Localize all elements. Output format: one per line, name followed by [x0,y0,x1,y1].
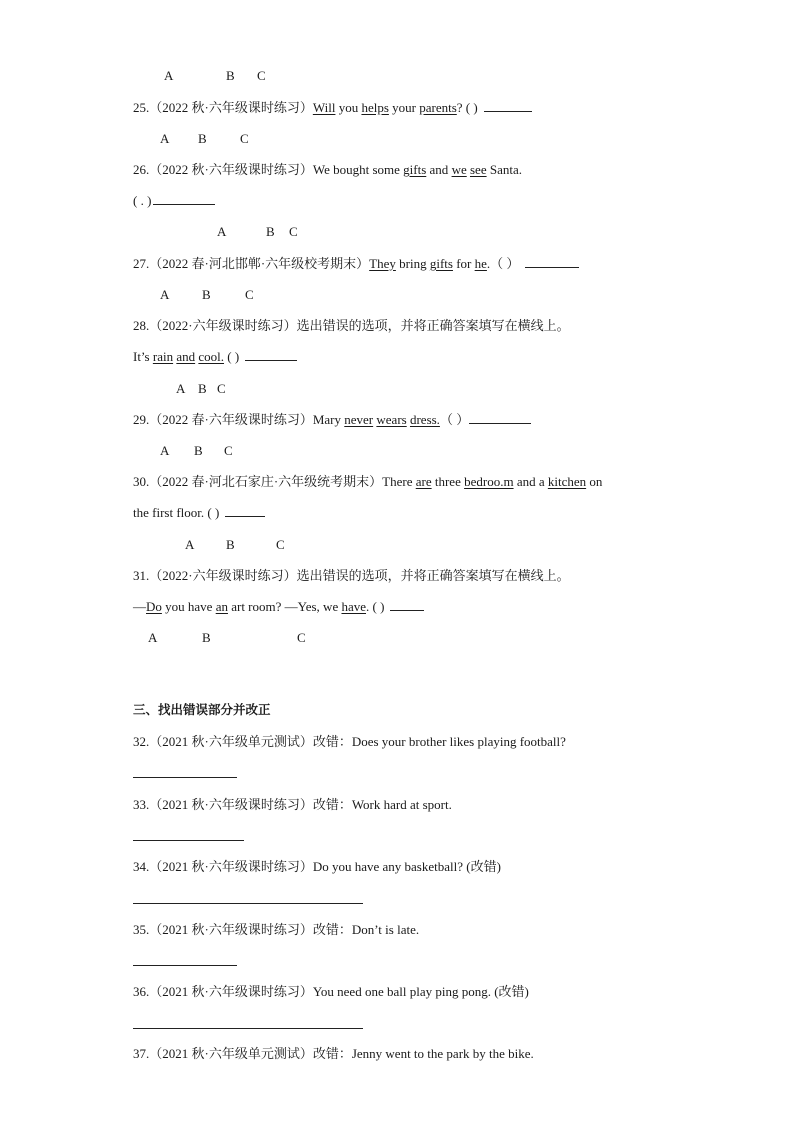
option-letter-b: B [266,224,275,239]
section-title: 三、找出错误部分并改正 [133,702,271,717]
option-letter-b: B [226,68,235,83]
option-letter-a: A [148,630,158,645]
option-letter-b: B [194,443,203,458]
answer-parentheses: ( . ) [133,193,152,208]
option-letter-c: C [257,68,266,83]
option-c-word: parents [419,100,457,115]
answer-parentheses: （ ） [439,412,470,427]
option-c-word: cool. [198,349,225,364]
question-31 [133,568,570,584]
option-letter-c: C [276,537,285,552]
question-25 [133,100,532,116]
option-letter-b: B [202,630,211,645]
answer-parentheses: ( ) [224,349,240,364]
question-number: 27.（2022 春·河北邯郸·六年级校考期末） [133,256,370,271]
question-29 [133,412,531,428]
option-a-word: are [415,474,432,489]
question-number: 30.（2022 春·河北石家庄·六年级统考期末） [133,474,383,489]
question-37: 37.（2021 秋·六年级单元测试）改错：Jenny went to the park by the bike. [133,1046,534,1061]
option-c-word: have [341,599,367,614]
question-36: 36.（2021 秋·六年级课时练习）You need one ball play ping pong. (改错) [133,984,529,999]
sentence-text: bring [395,256,430,271]
option-b-word: wears [376,412,407,427]
option-a-word: never [344,412,374,427]
question-number: 31.（2022·六年级课时练习）选出错误的选项，并将正确答案填写在横线上。 [133,568,570,583]
option-b-word: helps [361,100,389,115]
question-number: 29.（2022 春·六年级课时练习） [133,412,313,427]
option-a-word: gifts [403,162,427,177]
sentence-text: three [431,474,465,489]
answer-blank[interactable] [469,412,531,424]
answer-line[interactable] [133,840,244,841]
option-letter-c: C [217,381,226,396]
question-32: 32.（2021 秋·六年级单元测试）改错：Does your brother likes playing football? [133,734,566,749]
option-c-word: see [469,162,487,177]
option-letter-a: A [217,224,227,239]
option-letter-c: C [245,287,254,302]
option-b-word: an [215,599,228,614]
answer-line[interactable] [133,1028,363,1029]
question-31-sentence [133,599,424,615]
sentence-text: and [426,162,452,177]
option-letter-a: A [160,131,170,146]
question-30 [133,474,602,490]
answer-blank[interactable] [525,256,579,268]
answer-blank[interactable] [153,193,215,205]
option-letter-a: A [164,68,174,83]
sentence-text: — [133,599,146,614]
answer-parentheses: the first floor. ( ) [133,505,220,520]
option-letter-a: A [160,287,170,302]
option-letter-b: B [226,537,235,552]
option-letter-c: C [289,224,298,239]
option-letter-c: C [224,443,233,458]
question-28-sentence [133,349,297,365]
option-c-word: kitchen [547,474,587,489]
answer-line[interactable] [133,903,363,904]
question-27 [133,256,579,272]
option-letter-a: A [176,381,186,396]
sentence-text: for [452,256,475,271]
answer-line[interactable] [133,965,237,966]
sentence-text: your [388,100,420,115]
question-26-answer-line [133,193,215,209]
question-30-continued [133,505,265,521]
sentence-text: you have [161,599,216,614]
sentence-text: Mary [312,412,345,427]
answer-blank[interactable] [225,505,265,517]
question-35: 35.（2021 秋·六年级课时练习）改错：Don’t is late. [133,922,420,937]
sentence-text: you [335,100,362,115]
option-a-word: Will [312,100,336,115]
sentence-text: We bought some [312,162,404,177]
option-letter-a: A [185,537,195,552]
option-letter-b: B [202,287,211,302]
question-number: 26.（2022 秋·六年级课时练习） [133,162,313,177]
option-letter-b: B [198,131,207,146]
option-letter-b: B [198,381,207,396]
answer-line[interactable] [133,777,237,778]
question-34: 34.（2021 秋·六年级课时练习）Do you have any basketball? (改错) [133,859,501,874]
option-b-word: bedroo.m [464,474,514,489]
sentence-text: art room? —Yes, we [227,599,342,614]
option-b-word: and [176,349,196,364]
answer-parentheses: ? ( ) [456,100,478,115]
answer-parentheses: .（ ） [486,256,520,271]
option-b-word: gifts [429,256,453,271]
sentence-text: Santa. [486,162,522,177]
option-a-word: They [369,256,396,271]
answer-blank[interactable] [390,599,424,611]
question-number: 25.（2022 秋·六年级课时练习） [133,100,313,115]
question-number: 28.（2022·六年级课时练习）选出错误的选项，并将正确答案填写在横线上。 [133,318,570,333]
sentence-text: on [586,474,603,489]
question-26 [133,162,522,178]
option-a-word: rain [152,349,174,364]
answer-blank[interactable] [245,349,297,361]
sentence-text: There [382,474,416,489]
option-b-word: we [451,162,467,177]
option-c-word: he [474,256,487,271]
answer-blank[interactable] [484,100,532,112]
option-a-word: Do [146,599,162,614]
answer-parentheses: . ( ) [366,599,385,614]
option-letter-c: C [240,131,249,146]
option-letter-c: C [297,630,306,645]
question-33: 33.（2021 秋·六年级课时练习）改错：Work hard at sport. [133,797,452,812]
sentence-text: and a [513,474,548,489]
option-letter-a: A [160,443,170,458]
option-c-word: dress. [409,412,440,427]
sentence-text: It’s [133,349,153,364]
question-28 [133,318,570,334]
